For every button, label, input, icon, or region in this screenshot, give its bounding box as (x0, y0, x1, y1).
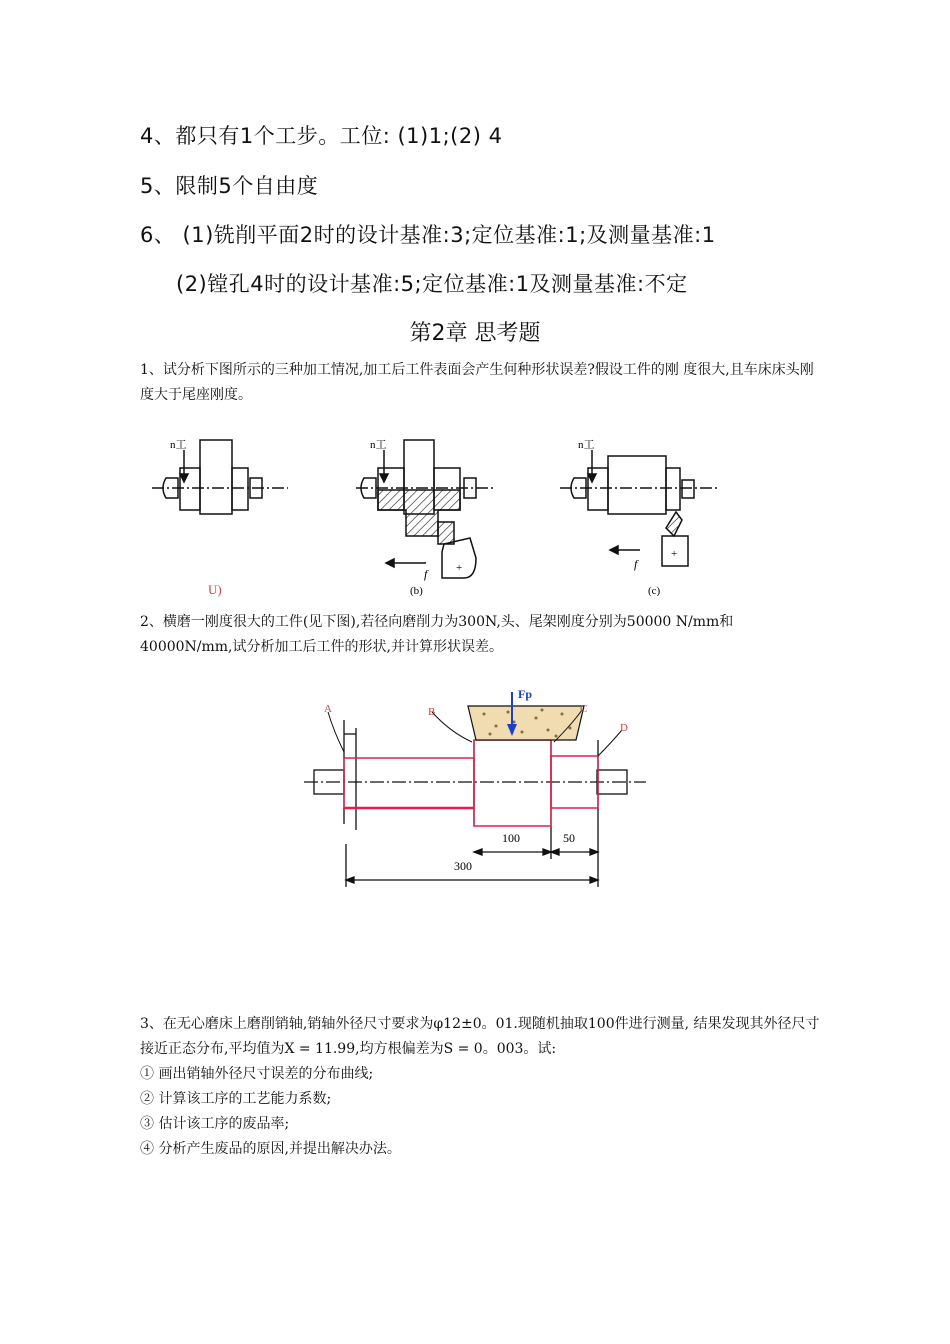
workpiece (344, 740, 598, 826)
feed-label-b: f (424, 567, 428, 581)
feed-speed-label-c: n工 (578, 439, 595, 451)
setup-c (560, 450, 718, 566)
question-3-text: 3、在无心磨床上磨削销轴,销轴外径尺寸要求为φ12±0。01.现随机抽取100件进行测量, 结果发现其外径尺寸接近正态分布,平均值为X = 11.99,均方根偏差为S = 0。003。试: (140, 1016, 820, 1057)
question-3-item-1: ① 画出销轴外径尺寸误差的分布曲线; (140, 1066, 374, 1082)
plus-mark-c: + (671, 548, 678, 560)
point-label-a: A (324, 703, 332, 715)
point-label-d: D (620, 722, 628, 734)
feed-speed-label-b: n工 (370, 439, 387, 451)
figure-turning-setups (148, 428, 728, 600)
question-3-item-4: ④ 分析产生废品的原因,并提出解决办法。 (140, 1141, 401, 1157)
question-2-text: 2、横磨一刚度很大的工件(见下图),若径向磨削力为300N,头、尾架刚度分别为50000 N/mm和40000N/mm,试分析加工后工件的形状,并计算形状误差。 (140, 614, 734, 655)
question-1-text: 1、试分析下图所示的三种加工情况,加工后工件表面会产生何种形状误差?假设工件的刚 度很大,且车床床头刚度大于尾座刚度。 (140, 362, 814, 403)
dimension-100: 100 (502, 831, 520, 845)
figure-plunge-grinding (300, 684, 660, 894)
question-3-item-2: ② 计算该工序的工艺能力系数; (140, 1091, 332, 1107)
answer-6-part1: 6、 (1)铣削平面2时的设计基准:3;定位基准:1;及测量基准:1 (140, 223, 716, 247)
point-label-c: C (580, 703, 588, 715)
point-label-b: B (428, 706, 436, 718)
answer-5: 5、限制5个自由度 (140, 174, 319, 198)
figure-label-a: U) (208, 582, 222, 597)
dimension-50: 50 (563, 831, 575, 845)
feed-speed-label-a: n工 (170, 439, 187, 451)
figure-label-b: (b) (410, 585, 423, 597)
setup-a (152, 440, 288, 514)
answer-6-part2: (2)镗孔4时的设计基准:5;定位基准:1及测量基准:不定 (176, 272, 688, 296)
setup-b (356, 440, 494, 578)
plus-mark-b: + (456, 562, 463, 574)
question-3-item-3: ③ 估计该工序的废品率; (140, 1116, 290, 1132)
force-label: Fp (518, 687, 533, 701)
figure-label-c: (c) (648, 585, 661, 597)
dimension-300: 300 (454, 859, 472, 873)
question-3 (140, 1012, 820, 1162)
grinding-wheel (468, 706, 584, 740)
chapter-title: 第2章 思考题 (409, 321, 541, 346)
feed-label-c: f (634, 557, 638, 571)
answer-4: 4、都只有1个工步。工位: (1)1;(2) 4 (140, 124, 503, 148)
